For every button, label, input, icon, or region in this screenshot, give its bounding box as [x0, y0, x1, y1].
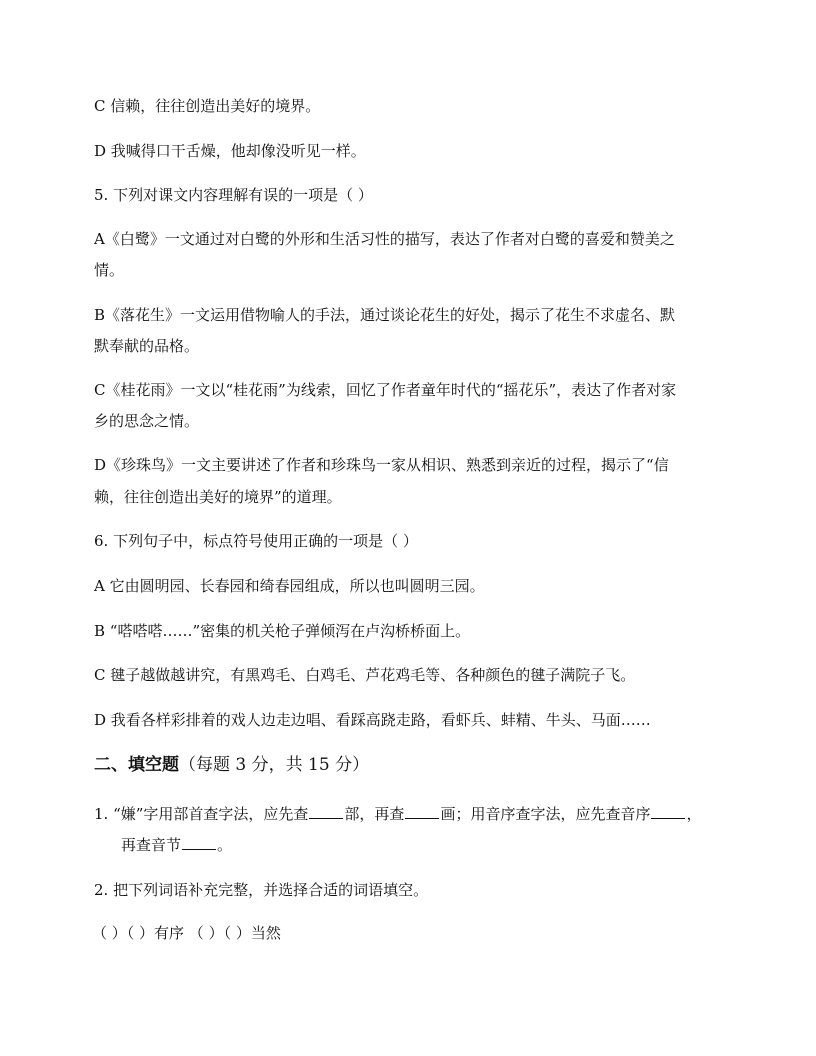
answer-blank[interactable] [405, 804, 439, 819]
question-text: ， [686, 805, 702, 823]
question-text: 。 [217, 836, 233, 854]
option-line: C 毽子越做越讲究，有黑鸡毛、白鸡毛、芦花鸡毛等、各种颜色的毽子满院子飞。 [94, 666, 636, 684]
fill-question-2: 2. 把下列词语补充完整，并选择合适的词语填空。 [94, 881, 429, 899]
option-line: B《落花生》一文运用借物喻人的手法，通过谈论花生的好处，揭示了花生不求虚名、默 [94, 306, 676, 324]
option-line: 赖，往往创造出美好的境界”的道理。 [94, 488, 342, 506]
option-line: C 信赖，往往创造出美好的境界。 [94, 97, 321, 115]
fill-question-1-cont [121, 834, 761, 856]
answer-blank[interactable] [309, 804, 343, 819]
fill-question-1 [94, 803, 734, 825]
option-line: C《桂花雨》一文以“桂花雨”为线索，回忆了作者童年时代的“摇花乐”，表达了作者对家 [94, 381, 677, 399]
option-line: 默奉献的品格。 [94, 337, 200, 355]
option-line: 情。 [94, 261, 125, 279]
option-line: 乡的思念之情。 [94, 412, 200, 430]
option-line: B “嗒嗒嗒……”密集的机关枪子弹倾泻在卢沟桥桥面上。 [94, 622, 471, 640]
option-line: A《白鹭》一文通过对白鹭的外形和生活习性的描写，表达了作者对白鹭的喜爱和赞美之 [94, 230, 675, 248]
word-blanks: （ ）（ ）有序 （ ）（ ）当然 [92, 924, 281, 942]
question-text: 部，再查 [344, 805, 405, 823]
option-line: D 我看各样彩排着的戏人边走边唱、看踩高跷走路，看虾兵、蚌精、牛头、马面…… [94, 711, 651, 729]
answer-blank[interactable] [182, 835, 216, 850]
section-title: 二、填空题 [94, 755, 179, 775]
question-5: 5. 下列对课文内容理解有误的一项是（ ） [94, 186, 373, 204]
answer-blank[interactable] [651, 804, 685, 819]
question-6: 6. 下列句子中，标点符号使用正确的一项是（ ） [94, 532, 418, 550]
question-text: 1. “嫌”字用部首查字法，应先查 [94, 805, 309, 823]
section-score-note: （每题 3 分，共 15 分） [179, 755, 370, 775]
section-heading [94, 754, 369, 776]
question-text: 画；用音序查字法，应先查音序 [440, 805, 651, 823]
option-line: D 我喊得口干舌燥，他却像没听见一样。 [94, 142, 366, 160]
option-line: A 它由圆明园、长春园和绮春园组成，所以也叫圆明三园。 [94, 577, 485, 595]
question-text: 再查音节 [121, 836, 182, 854]
option-line: D《珍珠鸟》一文主要讲述了作者和珍珠鸟一家从相识、熟悉到亲近的过程，揭示了“信 [94, 456, 669, 474]
